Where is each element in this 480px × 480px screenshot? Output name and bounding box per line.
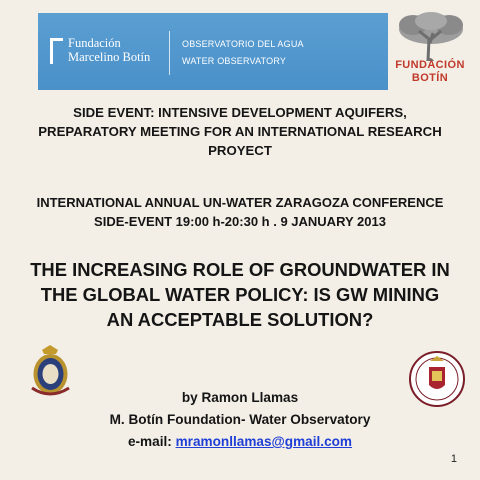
fundacion-botin-logo (385, 11, 475, 91)
fb-logo-line2: BOTÍN (411, 72, 449, 84)
side-event-line3: PROYECT (208, 143, 272, 158)
fb-logo-line1: FUNDACIÓN (395, 59, 465, 71)
side-event-line1: SIDE EVENT: INTENSIVE DEVELOPMENT AQUIFERS, (73, 105, 407, 120)
conference-line2: SIDE-EVENT 19:00 h-20:30 h . 9 JANUARY 2013 (94, 214, 386, 229)
fmb-logo-line2: Marcelino Botín (68, 50, 151, 64)
author-affiliation: M. Botín Foundation- Water Observatory (109, 412, 371, 427)
header-banner (38, 13, 388, 90)
conference-line1: INTERNATIONAL ANNUAL UN-WATER ZARAGOZA CONFERENCE (36, 195, 444, 210)
main-title (0, 257, 480, 332)
fmb-logo-line1: Fundación (68, 36, 121, 50)
side-event-line2: PREPARATORY MEETING FOR AN INTERNATIONAL RESEARCH (38, 124, 442, 139)
author-byline: by Ramon Llamas (181, 390, 299, 405)
email-link[interactable]: mramonllamas@gmail.com (175, 434, 353, 449)
main-title-line1: THE INCREASING ROLE OF GROUNDWATER IN (30, 259, 450, 280)
side-event-heading (0, 103, 480, 160)
email-label: e-mail: (127, 434, 172, 449)
main-title-line2: THE GLOBAL WATER POLICY: IS GW MINING (40, 284, 440, 305)
tree-icon (395, 11, 467, 61)
observatory-line1: OBSERVATORIO DEL AGUA (182, 39, 304, 49)
fmb-mark-icon (50, 38, 63, 64)
main-title-line3: AN ACCEPTABLE SOLUTION? (106, 309, 374, 330)
banner-divider (169, 31, 170, 75)
observatory-label (182, 36, 304, 70)
page-number: 1 (450, 453, 457, 465)
fundacion-marcelino-botin-logo (50, 36, 150, 64)
observatory-line2: WATER OBSERVATORY (182, 56, 287, 66)
conference-heading (0, 193, 480, 231)
email-line (0, 432, 480, 452)
